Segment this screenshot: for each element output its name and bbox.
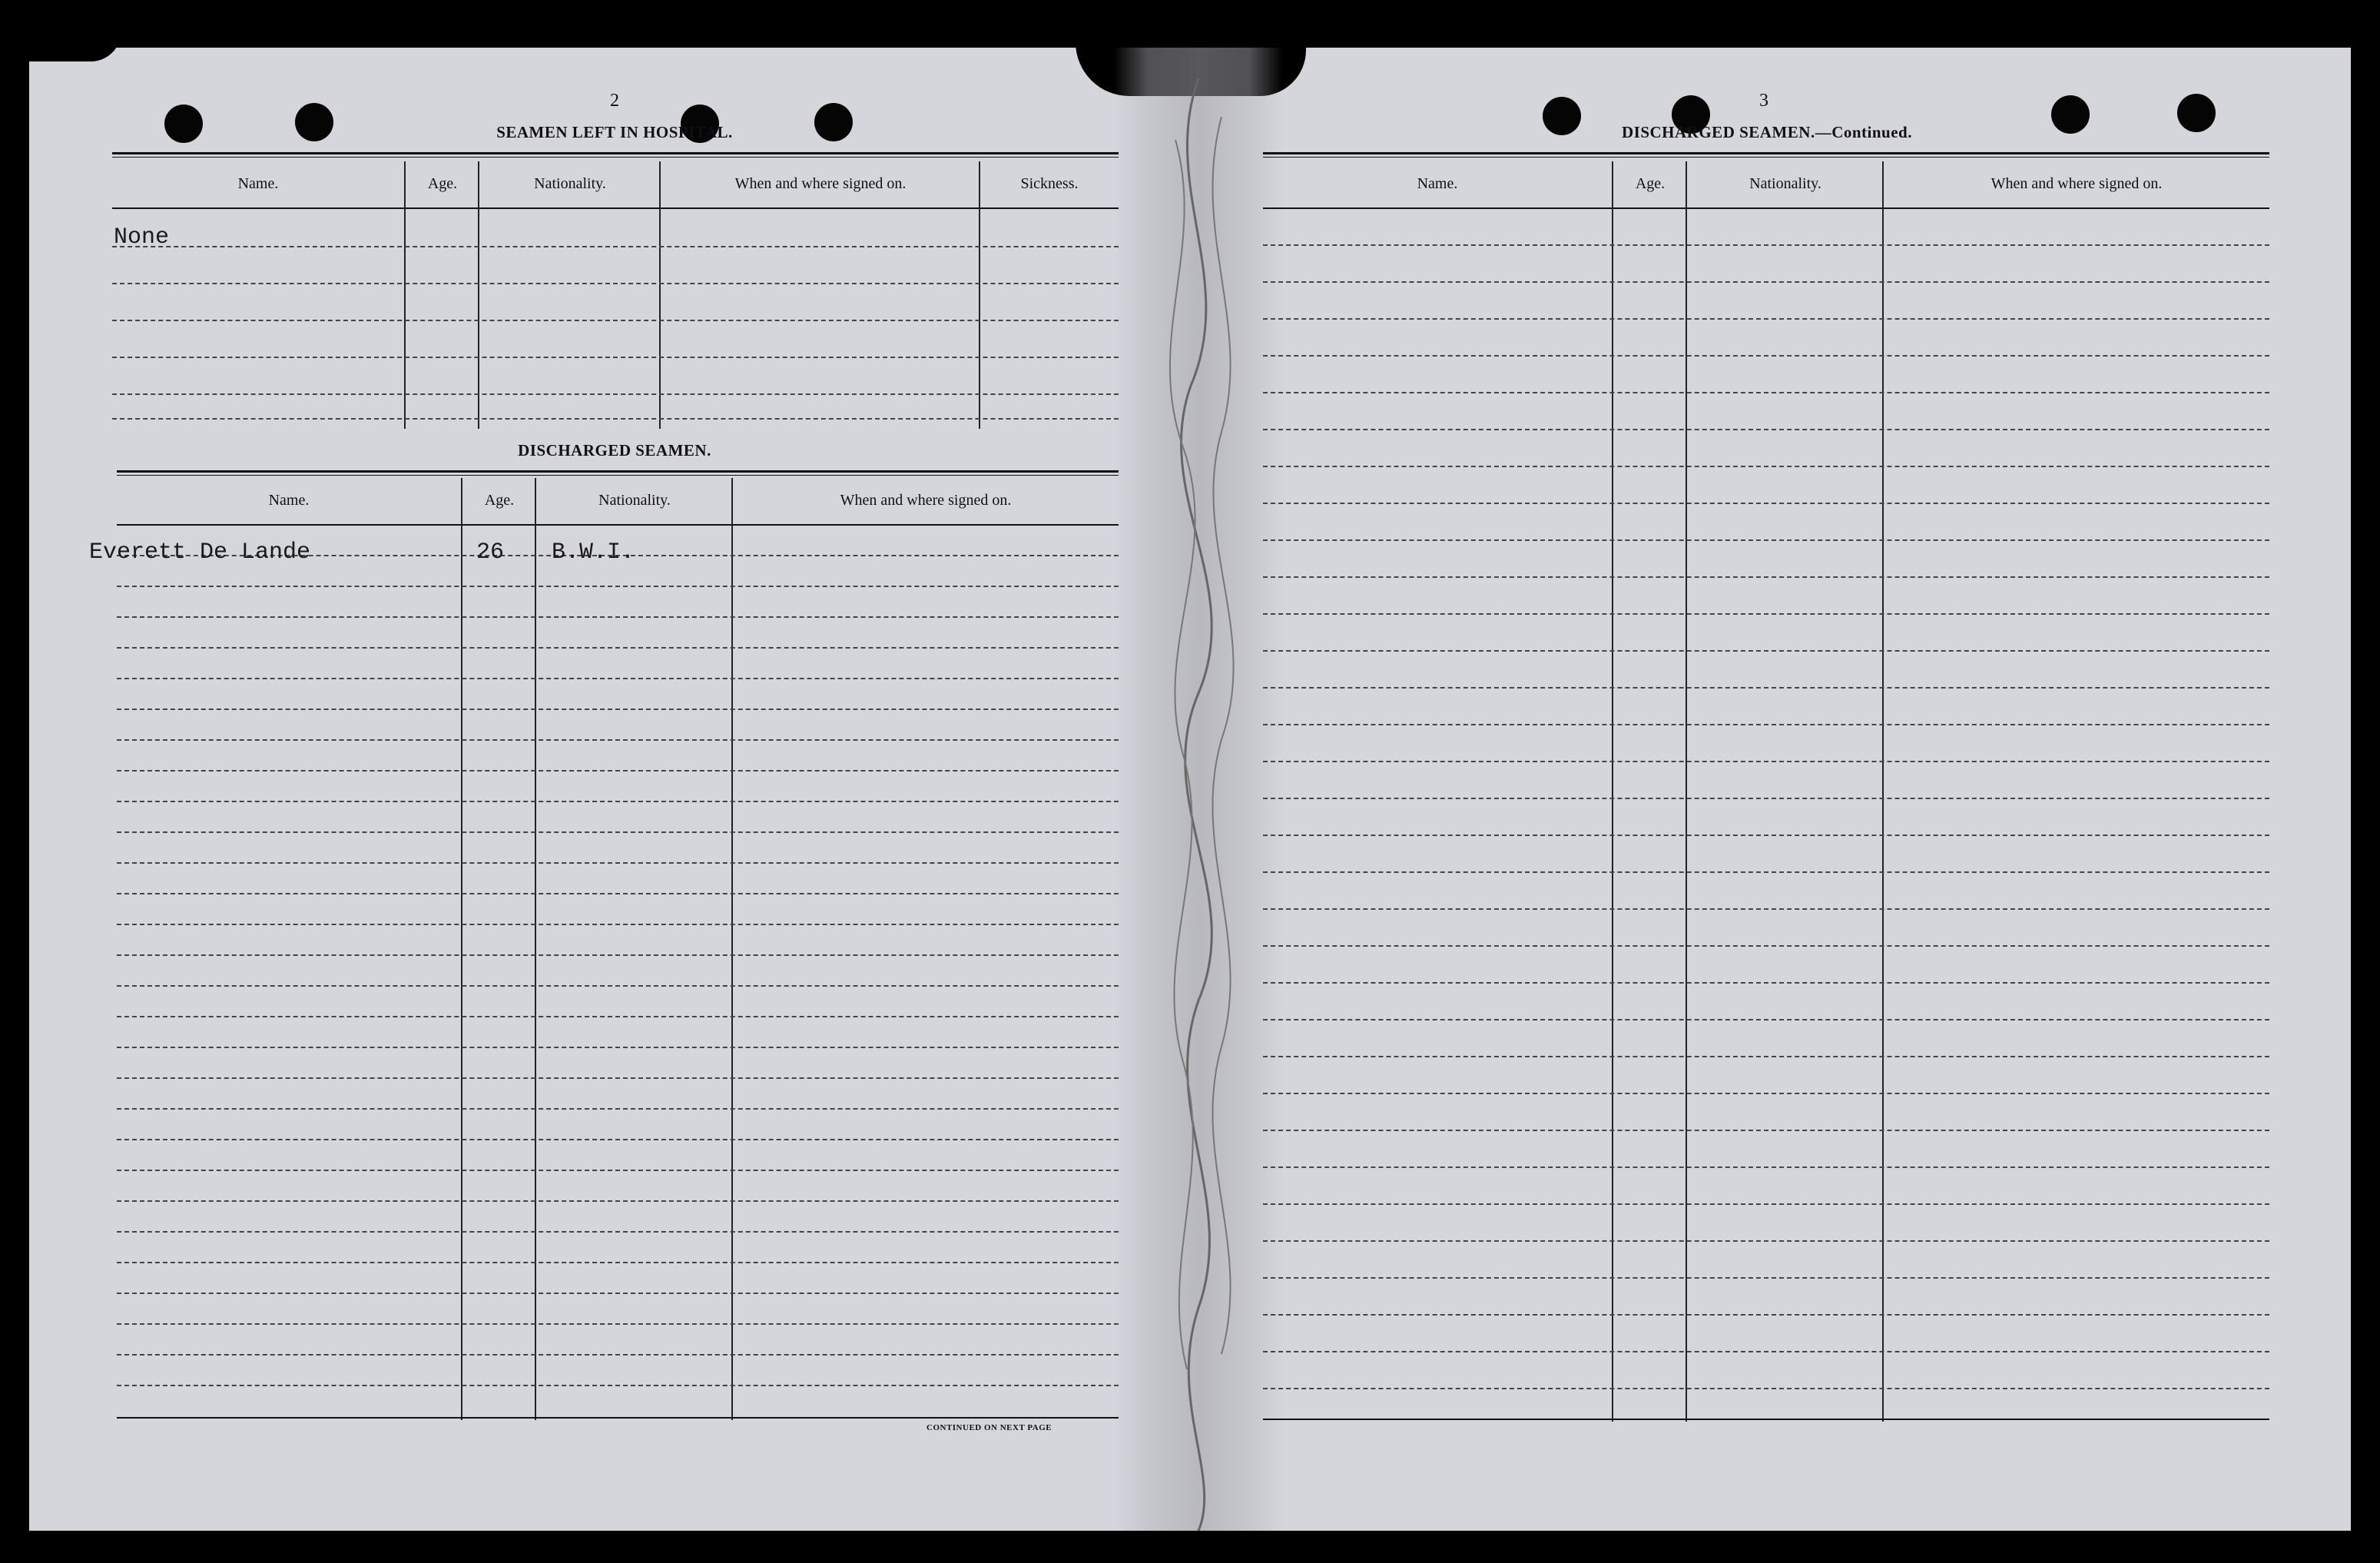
- binder-hole: [295, 103, 333, 141]
- discharged-entry-nationality: B.W.I.: [552, 539, 635, 566]
- binder-hole: [2051, 95, 2090, 134]
- hospital-col-signed-on: When and where signed on.: [734, 175, 907, 192]
- discharged-table-title: DISCHARGED SEAMEN.: [518, 441, 711, 460]
- discharged-entry-name: Everett De Lande: [89, 539, 311, 566]
- continued-col-signed-on: When and where signed on.: [1991, 175, 2163, 192]
- discharged-col-age: Age.: [484, 492, 515, 509]
- discharged-col-signed-on: When and where signed on.: [840, 492, 1012, 509]
- fold-crease-icon: [1114, 48, 1283, 1531]
- hospital-table: [112, 152, 1119, 429]
- center-binding-fold: [1114, 48, 1283, 1531]
- continued-col-nationality: Nationality.: [1749, 175, 1821, 192]
- discharged-col-nationality: Nationality.: [598, 492, 671, 509]
- binder-hole: [2177, 94, 2216, 132]
- discharged-col-name: Name.: [268, 492, 310, 509]
- discharged-continued-table: [1263, 152, 2269, 1422]
- hospital-col-age: Age.: [427, 175, 458, 192]
- hospital-table-title: SEAMEN LEFT IN HOSPITAL.: [496, 123, 733, 141]
- right-page-number: 3: [1759, 91, 1768, 111]
- continued-col-name: Name.: [1417, 175, 1458, 192]
- hospital-col-sickness: Sickness.: [1020, 175, 1079, 192]
- discharged-continued-title: DISCHARGED SEAMEN.—Continued.: [1622, 123, 1912, 141]
- hospital-col-name: Name.: [237, 175, 279, 192]
- binder-hole: [164, 105, 203, 143]
- continued-col-age: Age.: [1635, 175, 1666, 192]
- discharged-entry-age: 26: [476, 539, 505, 566]
- hospital-col-nationality: Nationality.: [534, 175, 606, 192]
- discharged-table: [117, 470, 1119, 1420]
- continued-on-next-page: CONTINUED ON NEXT PAGE: [926, 1423, 1052, 1432]
- left-page-number: 2: [610, 91, 619, 111]
- hospital-entry-name: None: [114, 224, 170, 251]
